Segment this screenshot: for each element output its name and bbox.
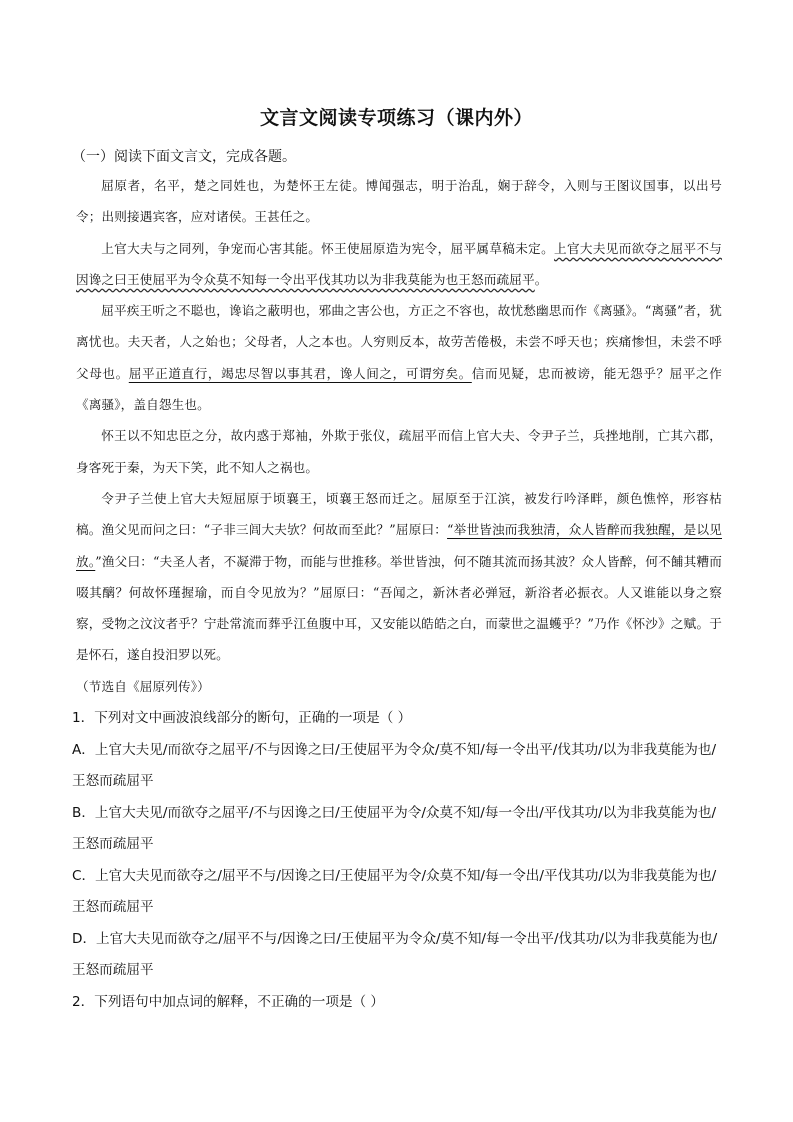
page-title: 文言文阅读专项练习（课内外） <box>259 107 533 129</box>
passage-text: 屈平疾王听之不聪也，谗谄之蔽明也，邪曲之害公也，方正之不容也，故忧愁幽思而作《离骚》。“离骚”者，犹离忧也。夫天者，人之始也；父母者，人之本也。人穷则反本，故劳苦倦极，未尝不呼天也；疾痛惨怛，未尝不呼父母也。 <box>76 303 722 381</box>
passage-paragraph-5 <box>76 483 722 671</box>
passage-paragraph-3 <box>76 295 722 420</box>
questions-block <box>72 703 724 1018</box>
question-1: 1．下列对文中画波浪线部分的断句，正确的一项是（ ） <box>72 710 412 726</box>
option-c: C．上官大夫见而欲夺之/屈平不与/因谗之曰/王使屈平为令/众莫不知/每一令出/平伐其功/以为非我莫能为也/王怒而疏屈平 <box>72 867 717 915</box>
source-citation: （节选自《屈原列传》） <box>76 678 210 694</box>
option-a: A．上官大夫见/而欲夺之屈平/不与因谗之曰/王使屈平为令众/莫不知/每一令出平/伐其功/以为非我莫能为也/王怒而疏屈平 <box>72 741 717 789</box>
passage-text: 上官大夫与之同列，争宠而心害其能。怀王使屈原造为宪令，屈平属草稿未定。 <box>101 240 555 256</box>
underlined-sentence: “举世皆浊而我独清，众人皆醉而我独醒，是以见放。 <box>76 522 722 569</box>
section-heading: （一）阅读下面文言文，完成各题。 <box>72 149 296 165</box>
question-2: 2．下列语句中加点词的解释，不正确的一项是（ ） <box>72 993 385 1010</box>
passage-text: 信而见疑，忠而被谤，能无怨乎？屈平之作《离骚》，盖自怨生也。 <box>76 365 722 413</box>
passage-paragraph-4: 怀王以不知忠臣之分，故内惑于郑袖，外欺于张仪，疏屈平而信上官大夫、令尹子兰，兵挫地削，亡其六郡，身客死于秦，为天下笑，此不知人之祸也。 <box>76 428 722 475</box>
wavy-underlined-text: 上官大夫见而欲夺之屈平不与因谗之曰王使屈平为令众莫不知每一令出平伐其功以为非我莫能为也王怒而疏屈平 <box>76 240 723 287</box>
passage-paragraph-1: 屈原者，名平，楚之同姓也，为楚怀王左徒。博闻强志，明于治乱，娴于辞令，入则与王图议国事，以出号令；出则接遇宾客，应对诸侯。王甚任之。 <box>76 178 722 225</box>
passage-text: 。 <box>534 271 548 287</box>
passage-text: ”渔父曰：“夫圣人者，不凝滞于物，而能与世推移。举世皆浊，何不随其流而扬其波？众人皆醉，何不餔其糟而啜其醨？何故怀瑾握瑜，而自令见放为？”屈原曰：“吾闻之，新沐者必弹冠，新浴者必振衣。人又谁能以身之察察，受物之汶汶者乎？宁赴常流而葬乎江鱼腹中耳，又安能以皓皓之白，而蒙世之温蠖乎？”乃作《怀沙》之赋。于是怀石，遂自投汨罗以死。 <box>76 553 722 663</box>
passage-text: 令尹子兰使上官大夫短屈原于顷襄王，顷襄王怒而迁之。屈原至于江滨，被发行吟泽畔，颜色憔悴，形容枯槁。渔父见而问之曰：“子非三闾大夫欤？何故而至此？”屈原曰： <box>76 490 722 538</box>
option-d: D．上官大夫见而欲夺之/屈平不与/因谗之曰/王使屈平为令众/莫不知/每一令出平/伐其功/以为非我莫能为也/王怒而疏屈平 <box>72 930 718 978</box>
classical-passage <box>76 170 722 702</box>
underlined-sentence: 屈平正道直行，竭忠尽智以事其君，谗人间之，可谓穷矣。 <box>128 365 472 381</box>
option-b: B．上官大夫见/而欲夺之屈平/不与因谗之曰/王使屈平为令/众莫不知/每一令出/平伐其功/以为非我莫能为也/王怒而疏屈平 <box>72 804 717 852</box>
passage-paragraph-2 <box>76 233 722 296</box>
